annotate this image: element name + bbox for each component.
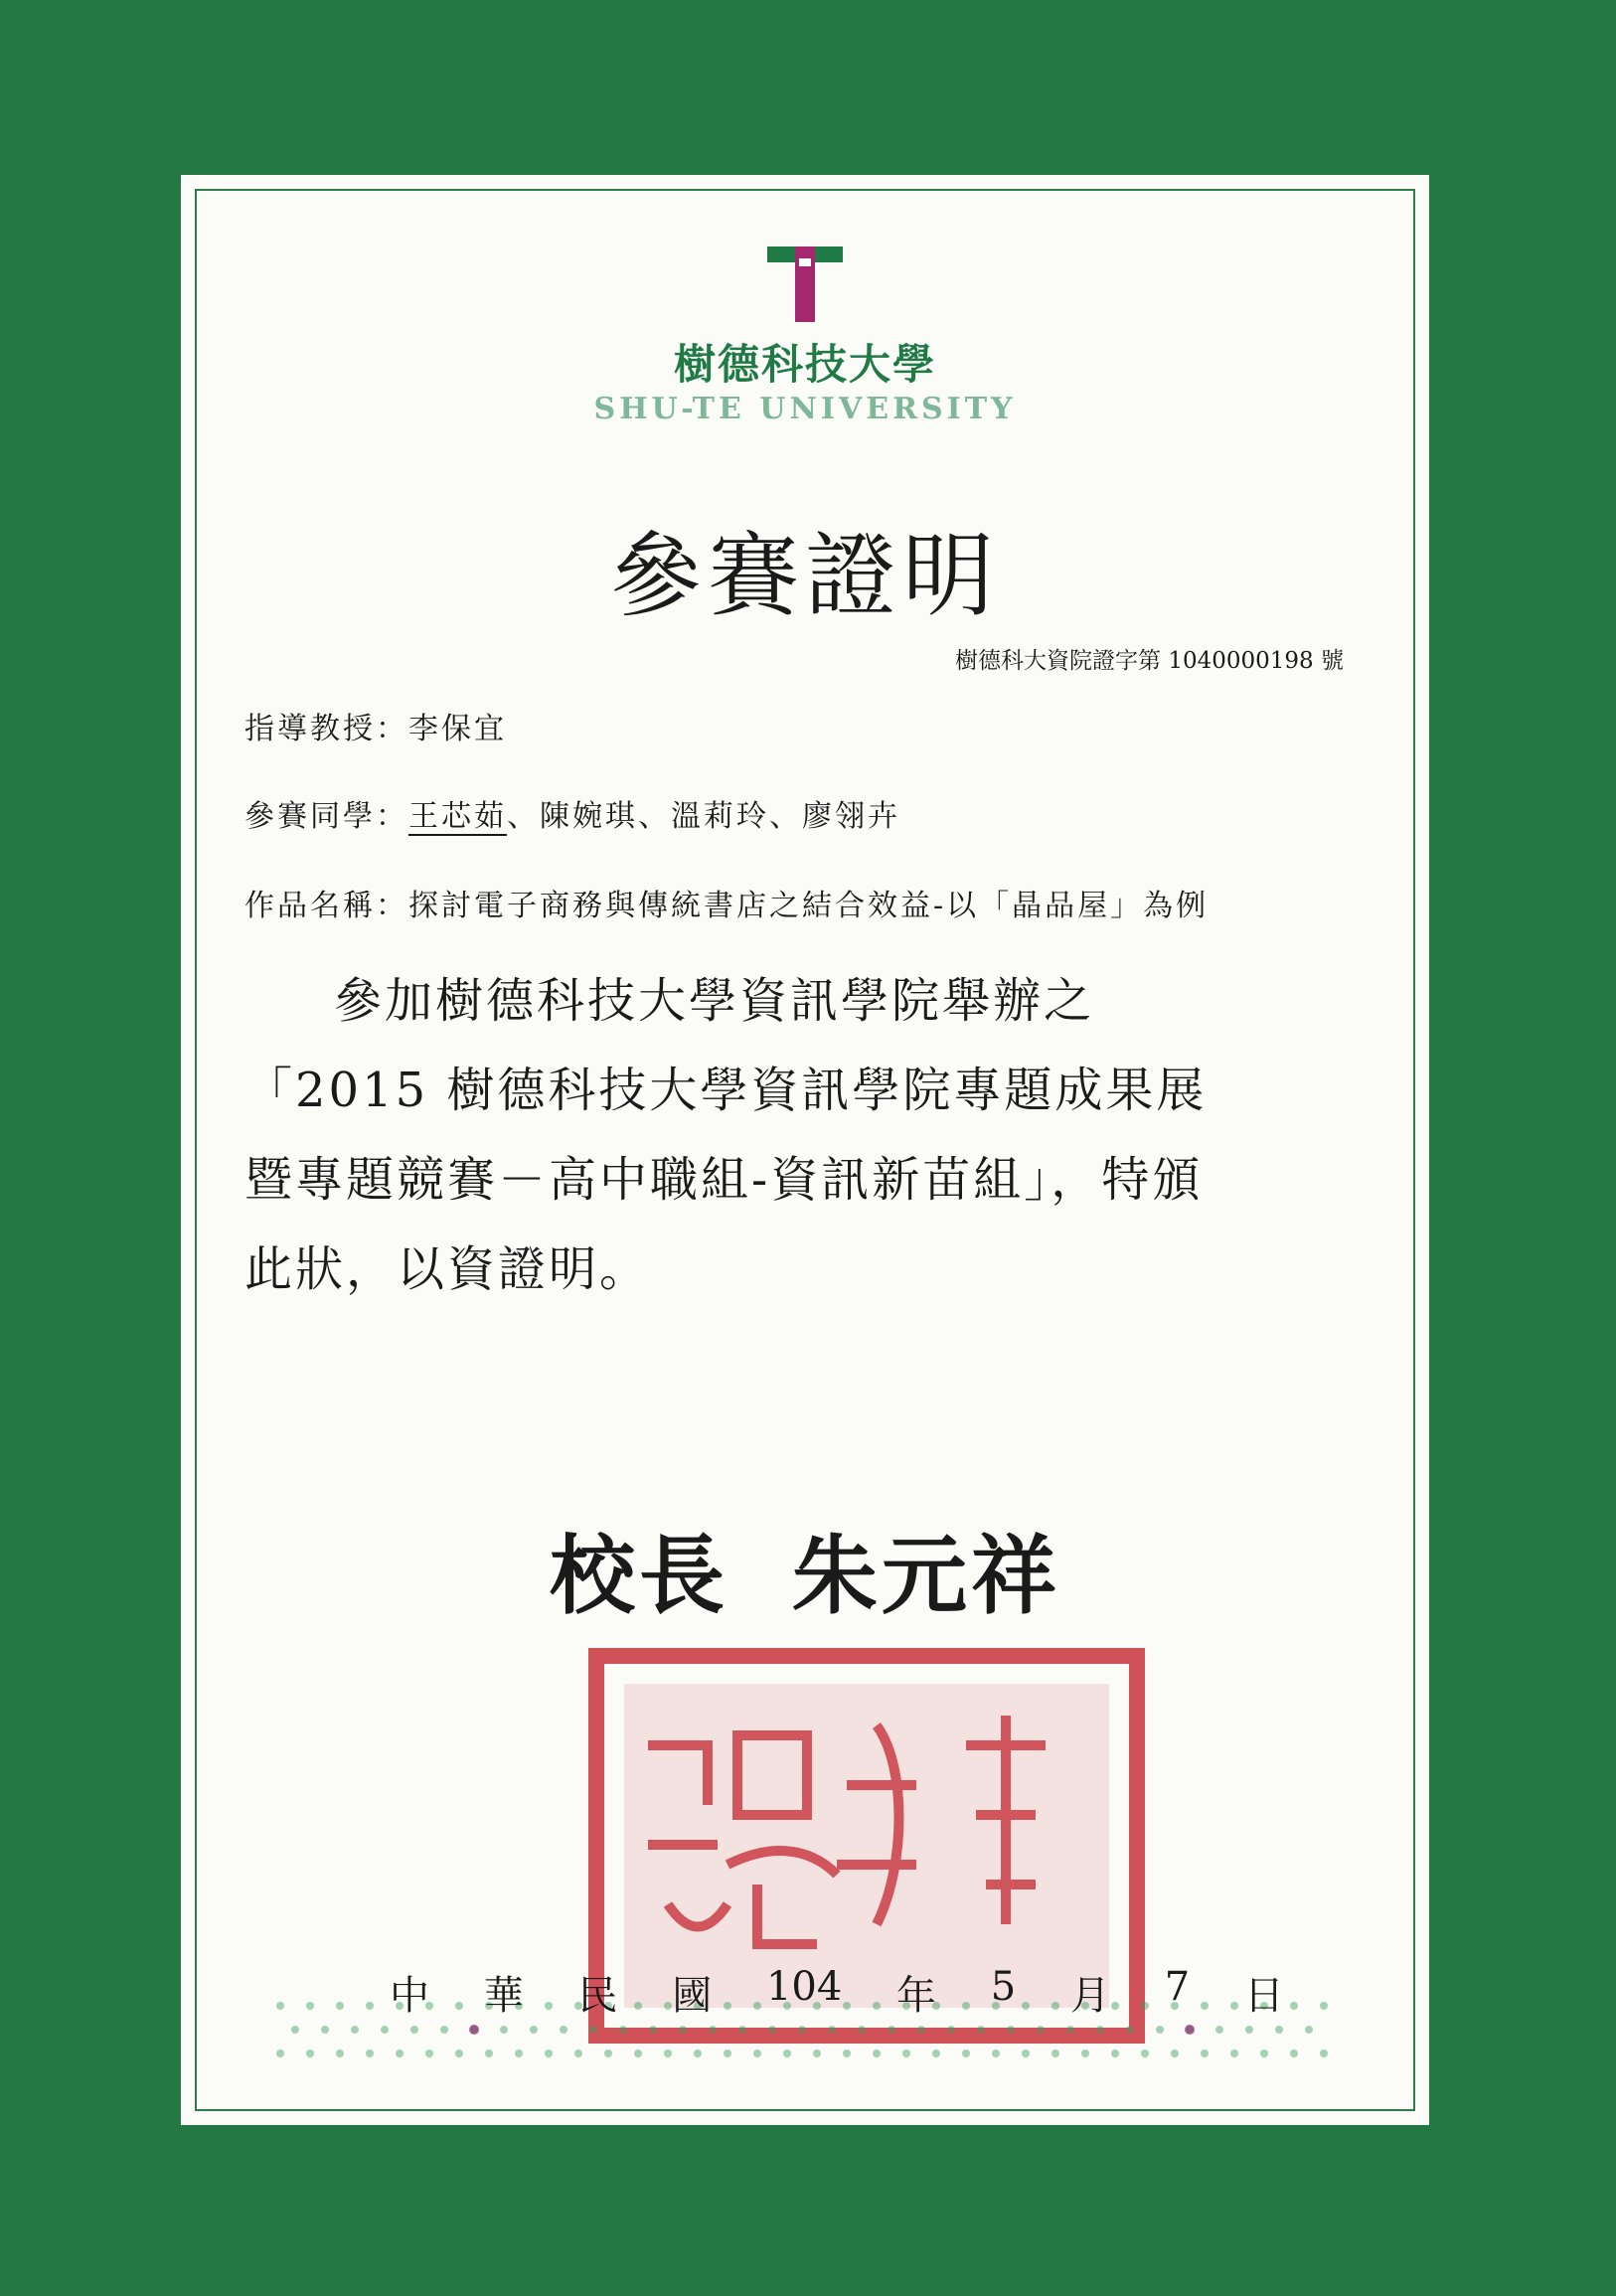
date-month: 5 <box>990 1964 1017 2010</box>
date-part: 民 <box>577 1973 618 2019</box>
participants-label: 參賽同學： <box>244 799 408 834</box>
body-line: 此狀，以資證明。 <box>244 1241 651 1297</box>
participants-rest: 、陳婉琪、溫莉玲、廖翎卉 <box>507 799 900 834</box>
body-line: 「2015 樹德科技大學資訊學院專題成果展 <box>244 1063 1208 1118</box>
date-part: 華 <box>483 1973 524 2019</box>
body-line: 參加樹德科技大學資訊學院舉辦之 <box>334 973 1095 1029</box>
work-title-line <box>244 881 1209 924</box>
university-name-en: SHU-TE UNIVERSITY <box>593 392 1017 426</box>
advisor-label: 指導教授： <box>244 712 408 746</box>
certificate-body <box>244 956 1387 1314</box>
date-part: 年 <box>896 1973 937 2019</box>
advisor-line <box>244 704 507 747</box>
document-number: 樹德科大資院證字第 1040000198 號 <box>955 648 1344 674</box>
work-title: 探討電子商務與傳統書店之結合效益-以「晶品屋」為例 <box>408 889 1210 923</box>
participant-first: 王芯茹 <box>408 799 507 834</box>
date-day: 7 <box>1164 1964 1191 2010</box>
date-part: 國 <box>672 1973 713 2019</box>
signature-title: 校長 <box>550 1526 728 1626</box>
date-part: 日 <box>1243 1973 1284 2019</box>
advisor-name: 李保宜 <box>408 712 507 746</box>
certificate-paper <box>181 175 1429 2125</box>
issue-date <box>390 1964 1284 2021</box>
body-line: 暨專題競賽－高中職組-資訊新苗組」，特頒 <box>244 1152 1204 1208</box>
work-label: 作品名稱： <box>244 889 408 923</box>
certificate-title: 參賽證明 <box>609 523 1000 629</box>
university-logo-icon <box>181 245 1429 324</box>
date-part: 月 <box>1069 1973 1110 2019</box>
signature-name: 朱元祥 <box>792 1526 1060 1626</box>
date-part: 中 <box>390 1973 429 2019</box>
university-name-zh: 樹德科技大學 <box>673 340 936 389</box>
participants-line <box>244 791 900 835</box>
date-year: 104 <box>765 1964 843 2010</box>
